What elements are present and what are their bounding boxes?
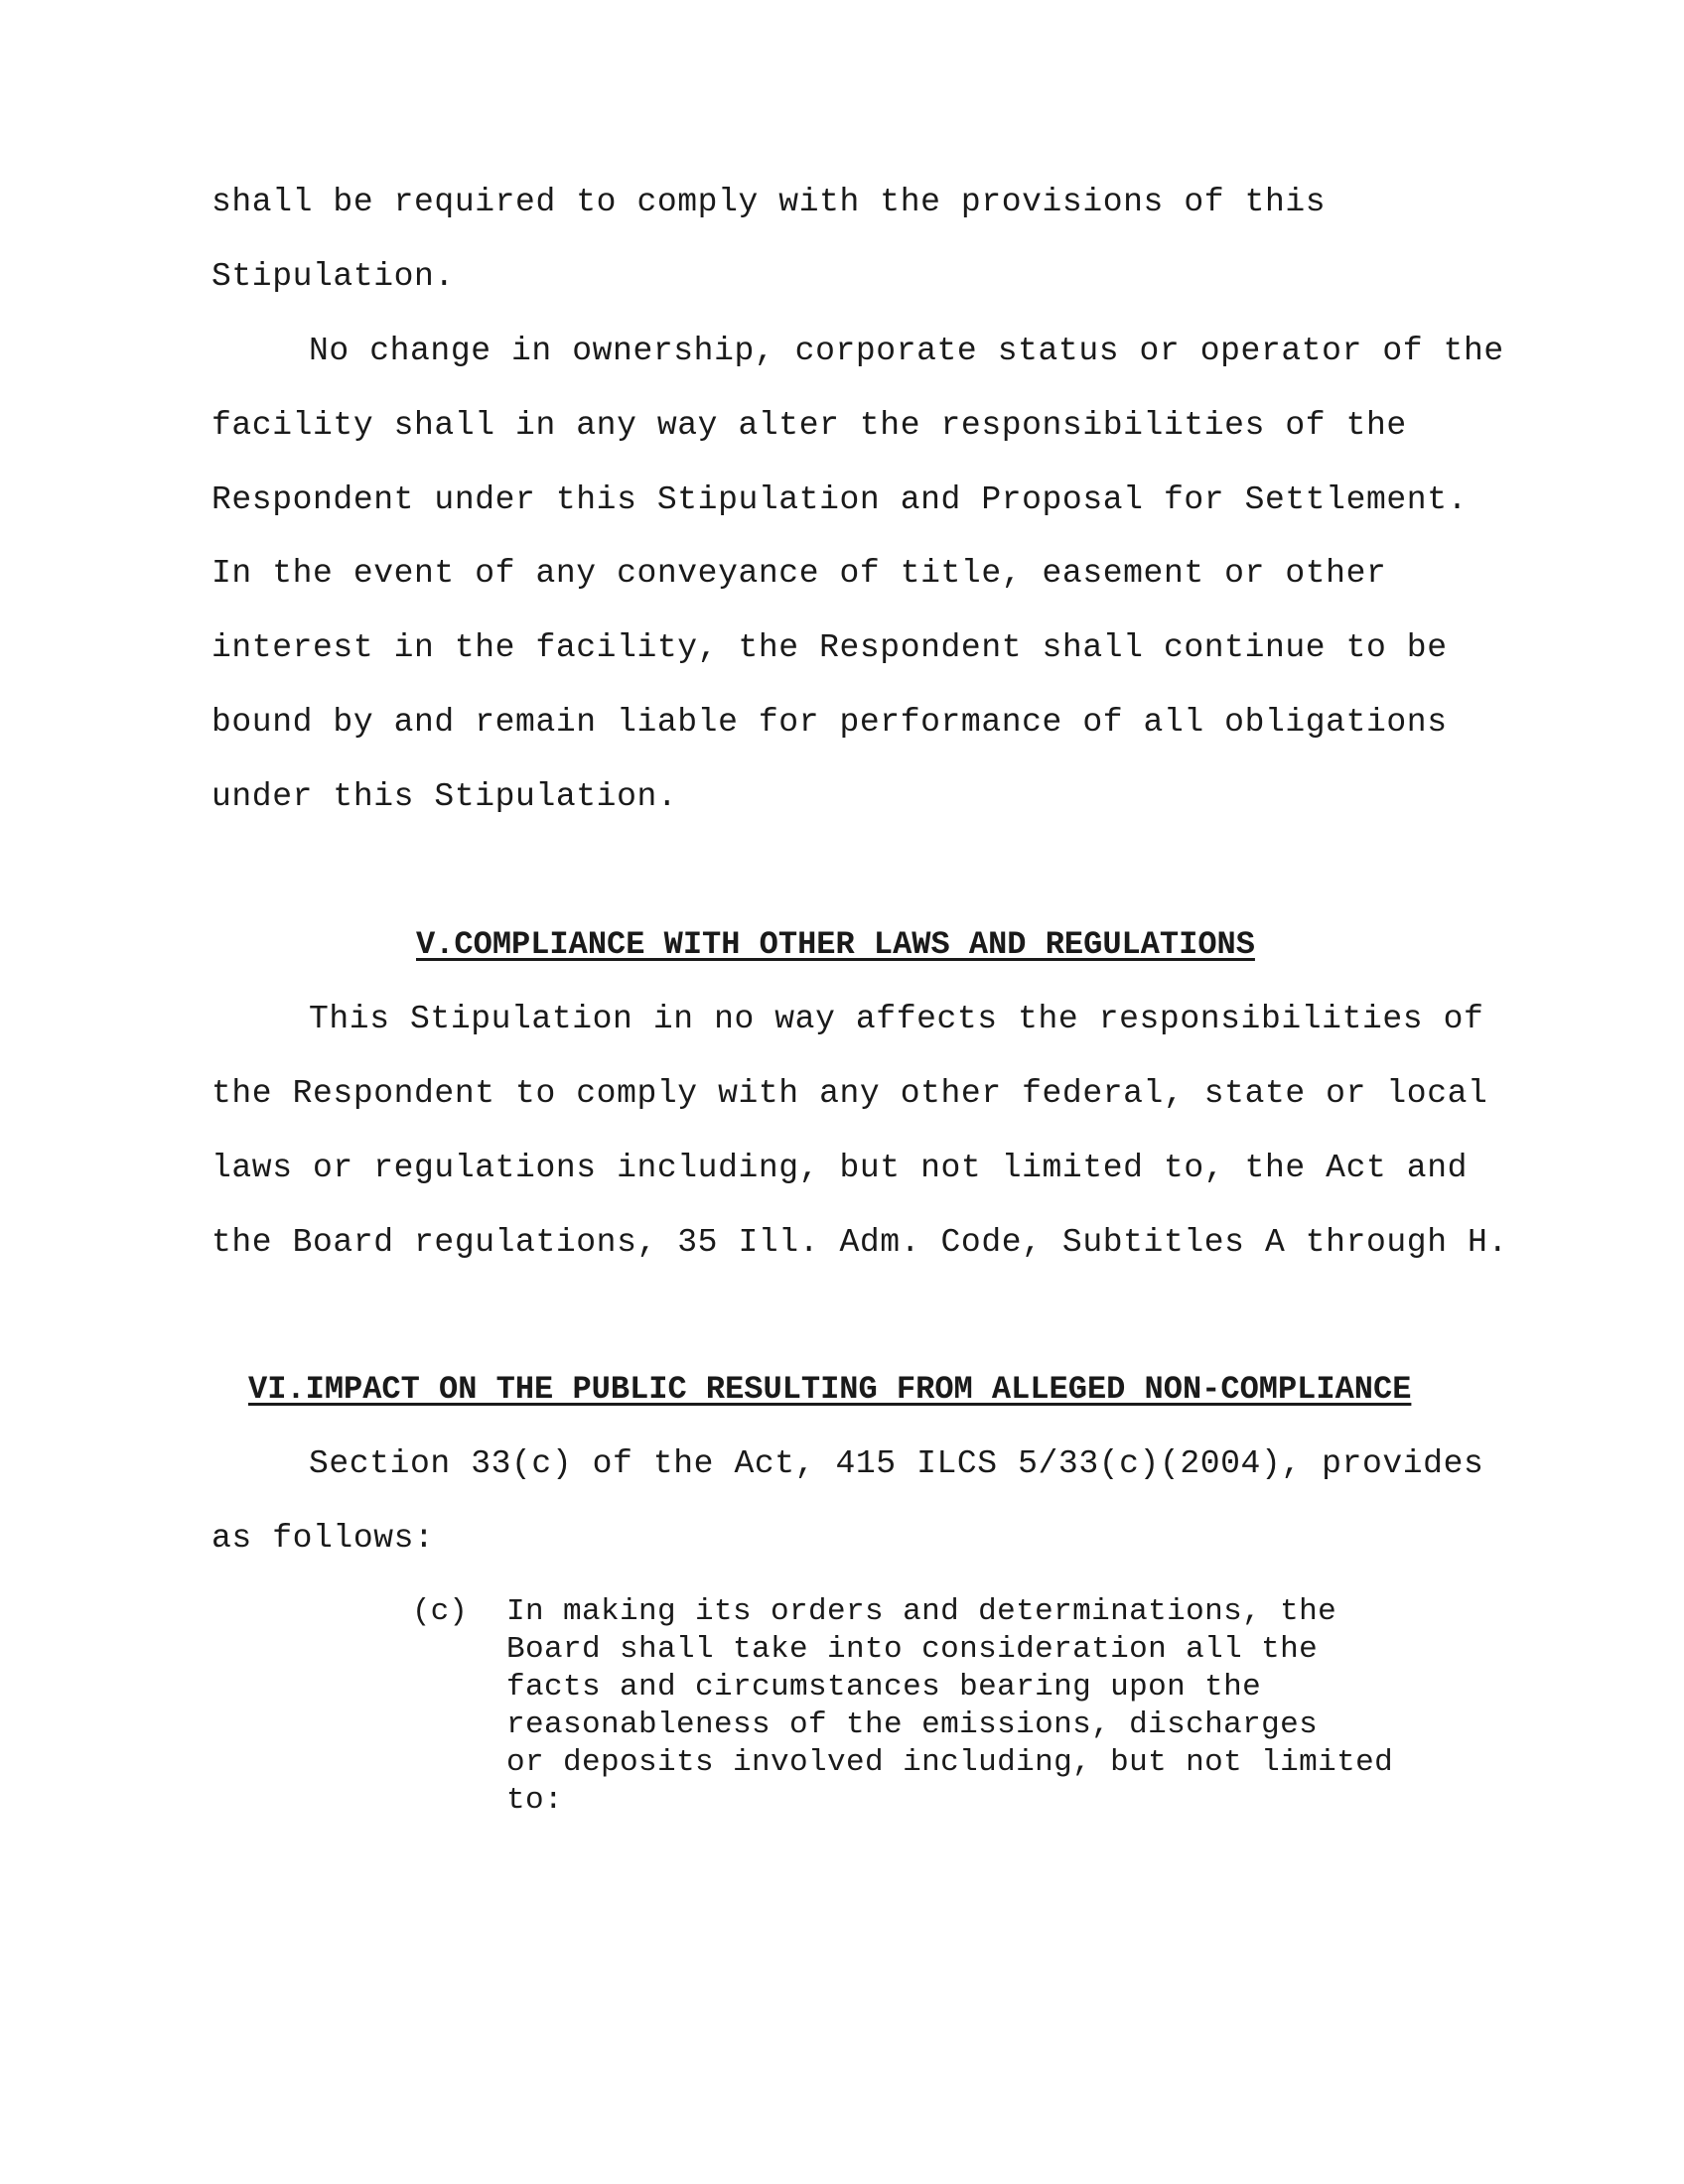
section5-line-1: This Stipulation in no way affects the responsibilities of (309, 1001, 1484, 1037)
quote-line-4: reasonableness of the emissions, discharges (506, 1707, 1319, 1742)
quote-line-2: Board shall take into consideration all the (506, 1632, 1319, 1667)
quote-line-3: facts and circumstances bearing upon the (506, 1670, 1262, 1705)
section6-line-2: as follows: (211, 1520, 435, 1557)
quote-line-5: or deposits involved including, but not limited (506, 1745, 1394, 1780)
para1-line-2: Stipulation. (211, 258, 455, 295)
para2-line-3: Respondent under this Stipulation and Proposal for Settlement. (211, 481, 1468, 518)
para2-line-1: No change in ownership, corporate status or operator of the (309, 333, 1504, 369)
section-6-heading: VI.IMPACT ON THE PUBLIC RESULTING FROM ALLEGED NON-COMPLIANCE (248, 1371, 1412, 1408)
para2-line-5: interest in the facility, the Respondent shall continue to be (211, 629, 1448, 666)
section5-line-3: laws or regulations including, but not limited to, the Act and (211, 1150, 1468, 1186)
section-5-heading: V.COMPLIANCE WITH OTHER LAWS AND REGULATIONS (416, 926, 1255, 963)
quote-label: (c) (412, 1594, 468, 1629)
para1-line-1: shall be required to comply with the provisions of this (211, 184, 1327, 220)
section5-line-2: the Respondent to comply with any other federal, state or local (211, 1075, 1488, 1112)
section6-line-1: Section 33(c) of the Act, 415 ILCS 5/33(c)(2004), provides (309, 1445, 1484, 1482)
para2-line-2: facility shall in any way alter the responsibilities of the (211, 407, 1407, 444)
quote-line-6: to: (506, 1783, 564, 1818)
para2-line-7: under this Stipulation. (211, 778, 678, 815)
para2-line-6: bound by and remain liable for performance of all obligations (211, 704, 1448, 741)
para2-line-4: In the event of any conveyance of title, easement or other (211, 555, 1387, 592)
section5-line-4: the Board regulations, 35 Ill. Adm. Code, Subtitles A through H. (211, 1224, 1508, 1261)
quote-line-1: In making its orders and determinations, the (506, 1594, 1337, 1629)
